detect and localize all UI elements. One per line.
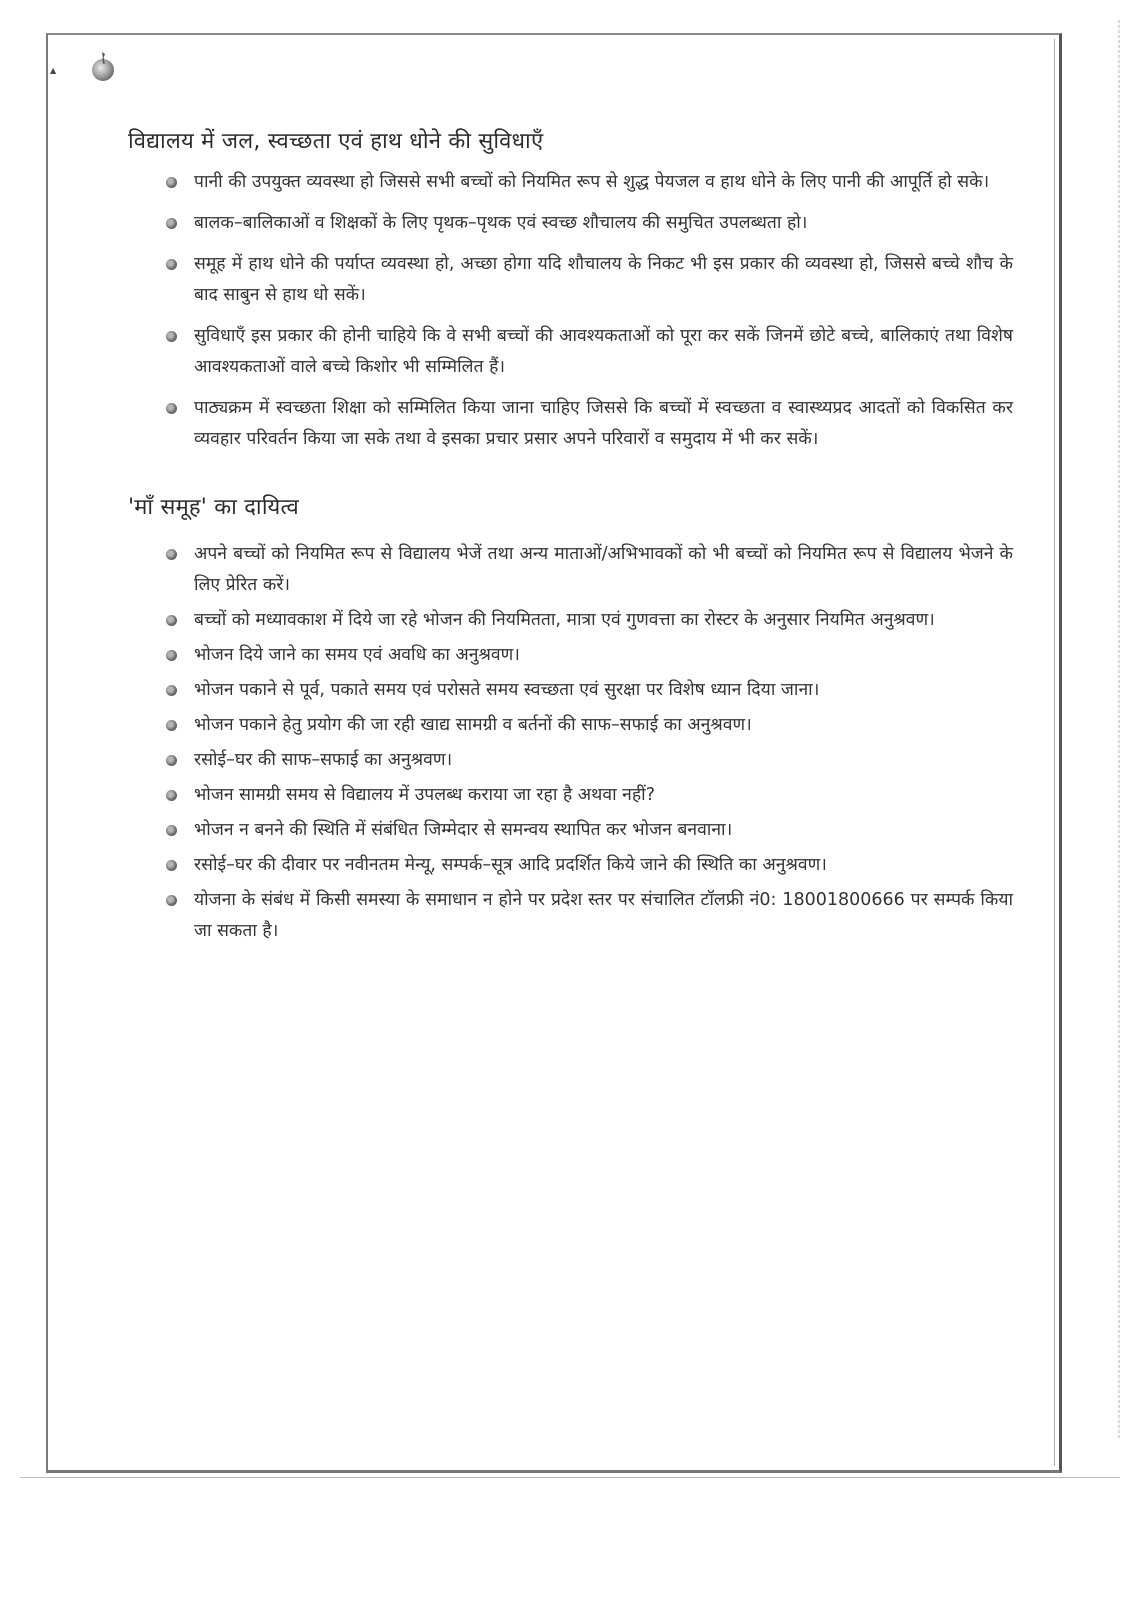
bullet-dot-icon xyxy=(166,650,177,661)
bullet-dot-icon xyxy=(166,615,177,626)
bullet-dot-icon xyxy=(166,720,177,731)
mother-group-list xyxy=(128,539,1013,947)
bullet-dot-icon xyxy=(166,685,177,696)
bullet-dot-icon xyxy=(166,403,177,414)
bullet-dot-icon xyxy=(166,860,177,871)
list-item: भोजन सामग्री समय से विद्यालय में उपलब्ध कराया जा रहा है अथवा नहीं? xyxy=(166,780,1013,811)
list-item: पाठ्यक्रम में स्वच्छता शिक्षा को सम्मिलित किया जाना चाहिए जिससे कि बच्चों में स्वच्छता व स्वास्थ्यप्रद आदतों को विकसित कर व्यवहार परिवर्तन किया जा सके तथा वे इसका प्रचार प्रसार अपने परिवारों व समुदाय में भी कर सकें। xyxy=(166,393,1013,455)
bullet-dot-icon xyxy=(166,790,177,801)
list-item: भोजन न बनने की स्थिति में संबंधित जिम्मेदार से समन्वय स्थापित कर भोजन बनवाना। xyxy=(166,815,1013,846)
bullet-dot-icon xyxy=(166,755,177,766)
bullet-dot-icon xyxy=(166,331,177,342)
section-title-water-sanitation: विद्यालय में जल, स्वच्छता एवं हाथ धोने की सुविधाएँ xyxy=(128,129,544,154)
bullet-dot-icon xyxy=(166,218,177,229)
list-item: भोजन पकाने हेतु प्रयोग की जा रही खाद्य सामग्री व बर्तनों की साफ–सफाई का अनुश्रवण। xyxy=(166,710,1013,741)
list-item: भोजन दिये जाने का समय एवं अवधि का अनुश्रवण। xyxy=(166,640,1013,671)
list-item: बालक–बालिकाओं व शिक्षकों के लिए पृथक–पृथक एवं स्वच्छ शौचालय की समुचित उपलब्धता हो। xyxy=(166,208,1013,239)
section-title-mother-group: 'माँ समूह' का दायित्व xyxy=(128,495,299,520)
apple-logo-icon xyxy=(88,50,118,82)
list-item: रसोई–घर की दीवार पर नवीनतम मेन्यू, सम्पर्क–सूत्र आदि प्रदर्शित किये जाने की स्थिति का अनुश्रवण। xyxy=(166,850,1013,881)
list-item: अपने बच्चों को नियमित रूप से विद्यालय भेजें तथा अन्य माताओं/अभिभावकों को भी बच्चों को नियमित रूप से विद्यालय भेजने के लिए प्रेरित करें। xyxy=(166,539,1013,601)
corner-mark-icon: ▲ xyxy=(50,66,57,75)
list-item: योजना के संबंध में किसी समस्या के समाधान न होने पर प्रदेश स्तर पर संचालित टॉलफ्री नं0: 18001800666 पर सम्पर्क किया जा सकता है। xyxy=(166,885,1013,947)
list-item: भोजन पकाने से पूर्व, पकाते समय एवं परोसते समय स्वच्छता एवं सुरक्षा पर विशेष ध्यान दिया जाना। xyxy=(166,675,1013,706)
list-item: पानी की उपयुक्त व्यवस्था हो जिससे सभी बच्चों को नियमित रूप से शुद्ध पेयजल व हाथ धोने के लिए पानी की आपूर्ति हो सके। xyxy=(166,167,1013,198)
bullet-dot-icon xyxy=(166,549,177,560)
bullet-dot-icon xyxy=(166,177,177,188)
list-item: सुविधाएँ इस प्रकार की होनी चाहिये कि वे सभी बच्चों की आवश्यकताओं को पूरा कर सकें जिनमें छोटे बच्चे, बालिकाएं तथा विशेष आवश्यकताओं वाले बच्चे किशोर भी सम्मिलित हैं। xyxy=(166,321,1013,383)
bullet-dot-icon xyxy=(166,825,177,836)
list-item: समूह में हाथ धोने की पर्याप्त व्यवस्था हो, अच्छा होगा यदि शौचालय के निकट भी इस प्रकार की व्यवस्था हो, जिससे बच्चे शौच के बाद साबुन से हाथ धो सकें। xyxy=(166,249,1013,311)
water-sanitation-list xyxy=(128,167,1013,455)
list-item: बच्चों को मध्यावकाश में दिये जा रहे भोजन की नियमितता, मात्रा एवं गुणवत्ता का रोस्टर के अनुसार नियमित अनुश्रवण। xyxy=(166,605,1013,636)
list-item: रसोई–घर की साफ–सफाई का अनुश्रवण। xyxy=(166,745,1013,776)
document-content xyxy=(128,125,1013,951)
bullet-dot-icon xyxy=(166,895,177,906)
bullet-dot-icon xyxy=(166,259,177,270)
scan-edge xyxy=(1118,20,1120,1440)
bottom-rule xyxy=(20,1477,1120,1478)
